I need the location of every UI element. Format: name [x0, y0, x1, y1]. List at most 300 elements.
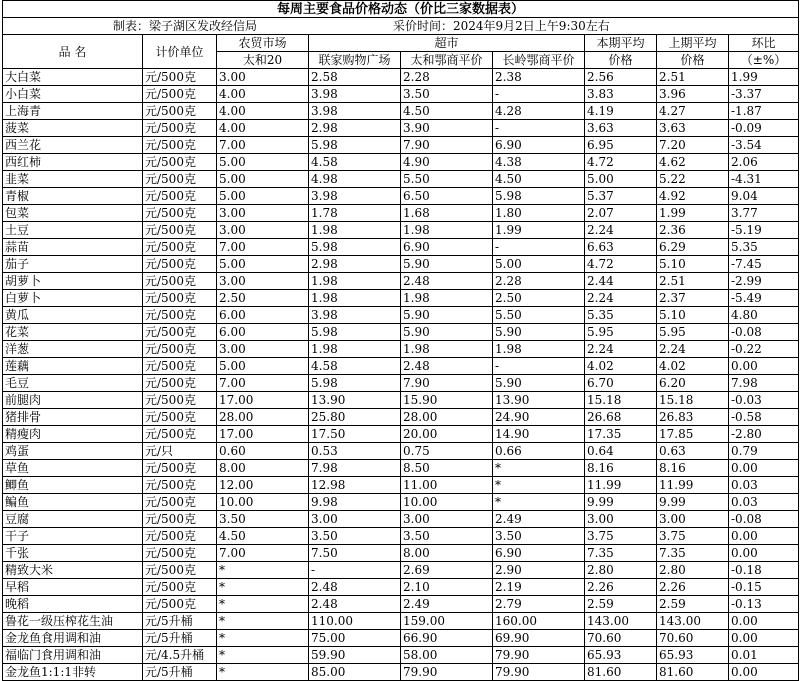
cell-super-3-price: 5.98: [493, 188, 585, 205]
cell-unit: 元/500克: [143, 409, 217, 426]
cell-name: 福临门食用调和油: [3, 647, 143, 664]
cell-super-3-price: -: [493, 239, 585, 256]
cell-name: 胡萝卜: [3, 273, 143, 290]
cell-avg-this: 81.60: [585, 664, 657, 681]
table-row: [3, 256, 799, 273]
cell-super-2-price: 8.50: [401, 460, 493, 477]
cell-name: 晚稻: [3, 596, 143, 613]
cell-super-1-price: 4.98: [309, 171, 401, 188]
cell-avg-last: 4.62: [657, 154, 729, 171]
table-row: [3, 664, 799, 681]
cell-name: 精瘦肉: [3, 426, 143, 443]
cell-super-2-price: 1.98: [401, 290, 493, 307]
cell-change: -3.37: [729, 86, 799, 103]
cell-super-1-price: 5.98: [309, 375, 401, 392]
cell-change: 0.03: [729, 477, 799, 494]
cell-super-3-price: 14.90: [493, 426, 585, 443]
cell-name: 白萝卜: [3, 290, 143, 307]
cell-avg-last: 3.63: [657, 120, 729, 137]
cell-change: 4.80: [729, 307, 799, 324]
cell-avg-this: 4.19: [585, 103, 657, 120]
cell-unit: 元/4.5升桶: [143, 647, 217, 664]
cell-avg-this: 6.95: [585, 137, 657, 154]
cell-super-2-price: 6.50: [401, 188, 493, 205]
cell-avg-this: 3.83: [585, 86, 657, 103]
table-row: [3, 358, 799, 375]
cell-super-3-price: 1.99: [493, 222, 585, 239]
cell-change: -0.03: [729, 392, 799, 409]
cell-avg-this: 7.35: [585, 545, 657, 562]
cell-farm-price: *: [217, 664, 309, 681]
cell-super-2-price: 1.98: [401, 222, 493, 239]
cell-super-2-price: 10.00: [401, 494, 493, 511]
cell-super-1-price: 75.00: [309, 630, 401, 647]
cell-avg-last: 9.99: [657, 494, 729, 511]
cell-name: 精致大米: [3, 562, 143, 579]
table-row: [3, 647, 799, 664]
cell-super-2-price: 2.69: [401, 562, 493, 579]
cell-super-2-price: 5.90: [401, 324, 493, 341]
cell-avg-this: 143.00: [585, 613, 657, 630]
table-row: [3, 205, 799, 222]
cell-avg-last: 2.36: [657, 222, 729, 239]
cell-farm-price: 6.00: [217, 307, 309, 324]
cell-avg-this: 4.72: [585, 154, 657, 171]
cell-super-3-price: 160.00: [493, 613, 585, 630]
cell-super-2-price: 79.90: [401, 664, 493, 681]
header-supermarket: 超市: [309, 35, 585, 52]
cell-change: 0.79: [729, 443, 799, 460]
cell-name: 千张: [3, 545, 143, 562]
table-row: [3, 69, 799, 86]
table-row: [3, 188, 799, 205]
cell-super-1-price: 1.98: [309, 341, 401, 358]
collect-time: 采价时间：2024年9月2日上午9:30左右: [393, 19, 610, 33]
cell-super-1-price: 5.98: [309, 239, 401, 256]
cell-super-3-price: 5.00: [493, 256, 585, 273]
cell-name: 青椒: [3, 188, 143, 205]
cell-avg-this: 15.18: [585, 392, 657, 409]
cell-super-1-price: 1.78: [309, 205, 401, 222]
cell-super-3-price: 79.90: [493, 664, 585, 681]
cell-super-3-price: 2.90: [493, 562, 585, 579]
cell-change: -0.08: [729, 511, 799, 528]
cell-super-3-price: 24.90: [493, 409, 585, 426]
cell-avg-this: 2.24: [585, 222, 657, 239]
cell-super-2-price: 7.90: [401, 375, 493, 392]
table-row: [3, 103, 799, 120]
cell-super-1-price: 2.98: [309, 120, 401, 137]
table-row: [3, 290, 799, 307]
cell-super-2-price: 58.00: [401, 647, 493, 664]
cell-avg-last: 81.60: [657, 664, 729, 681]
cell-farm-price: 12.00: [217, 477, 309, 494]
cell-change: 0.00: [729, 358, 799, 375]
cell-unit: 元/500克: [143, 120, 217, 137]
cell-name: 黄瓜: [3, 307, 143, 324]
cell-name: 洋葱: [3, 341, 143, 358]
cell-super-1-price: 5.98: [309, 324, 401, 341]
cell-avg-this: 11.99: [585, 477, 657, 494]
cell-super-1-price: 4.58: [309, 358, 401, 375]
cell-change: 2.06: [729, 154, 799, 171]
cell-name: 韭菜: [3, 171, 143, 188]
cell-name: 草鱼: [3, 460, 143, 477]
cell-avg-last: 2.51: [657, 273, 729, 290]
table-maker: 制表：梁子湖区发改经信局: [113, 19, 258, 33]
cell-name: 土豆: [3, 222, 143, 239]
cell-unit: 元/500克: [143, 239, 217, 256]
cell-avg-last: 3.00: [657, 511, 729, 528]
cell-avg-last: 65.93: [657, 647, 729, 664]
cell-name: 蒜苗: [3, 239, 143, 256]
cell-farm-price: 7.00: [217, 239, 309, 256]
cell-farm-price: 6.00: [217, 324, 309, 341]
header-super-2: 太和鄂商平价: [401, 52, 493, 69]
table-row: [3, 137, 799, 154]
cell-super-1-price: 2.48: [309, 579, 401, 596]
cell-super-1-price: 3.50: [309, 528, 401, 545]
cell-avg-this: 70.60: [585, 630, 657, 647]
table-row: [3, 562, 799, 579]
cell-super-3-price: -: [493, 358, 585, 375]
cell-change: -0.15: [729, 579, 799, 596]
cell-farm-price: *: [217, 579, 309, 596]
cell-unit: 元/500克: [143, 86, 217, 103]
cell-avg-last: 0.63: [657, 443, 729, 460]
cell-avg-last: 1.99: [657, 205, 729, 222]
cell-super-3-price: 4.28: [493, 103, 585, 120]
cell-super-1-price: 3.00: [309, 511, 401, 528]
header-avg-last-2: 价格: [657, 52, 729, 69]
cell-super-1-price: 110.00: [309, 613, 401, 630]
cell-super-3-price: 69.90: [493, 630, 585, 647]
cell-super-3-price: 79.90: [493, 647, 585, 664]
header-avg-last-1: 上期平均: [657, 35, 729, 52]
cell-change: 0.00: [729, 545, 799, 562]
cell-super-2-price: 7.90: [401, 137, 493, 154]
cell-change: -0.18: [729, 562, 799, 579]
cell-change: -2.80: [729, 426, 799, 443]
header-unit: 计价单位: [143, 35, 217, 69]
cell-super-2-price: 2.48: [401, 358, 493, 375]
cell-unit: 元/5升桶: [143, 630, 217, 647]
cell-avg-last: 2.24: [657, 341, 729, 358]
cell-change: 0.00: [729, 664, 799, 681]
cell-name: 前腿肉: [3, 392, 143, 409]
cell-unit: 元/500克: [143, 528, 217, 545]
cell-farm-price: 3.00: [217, 69, 309, 86]
table-row: [3, 596, 799, 613]
cell-unit: 元/500克: [143, 596, 217, 613]
cell-super-3-price: 2.19: [493, 579, 585, 596]
price-sheet: [2, 0, 798, 681]
cell-unit: 元/500克: [143, 103, 217, 120]
header-super-3: 长岭鄂商平价: [493, 52, 585, 69]
cell-avg-last: 5.10: [657, 256, 729, 273]
cell-unit: 元/500克: [143, 358, 217, 375]
cell-change: 0.00: [729, 528, 799, 545]
cell-super-1-price: 2.48: [309, 596, 401, 613]
cell-avg-last: 4.27: [657, 103, 729, 120]
table-row: [3, 86, 799, 103]
table-row: [3, 409, 799, 426]
cell-super-3-price: -: [493, 86, 585, 103]
cell-name: 干子: [3, 528, 143, 545]
header-farm-market: 农贸市场: [217, 35, 309, 52]
cell-super-3-price: *: [493, 494, 585, 511]
cell-unit: 元/500克: [143, 562, 217, 579]
cell-super-3-price: 2.79: [493, 596, 585, 613]
cell-name: 西兰花: [3, 137, 143, 154]
cell-super-2-price: 2.48: [401, 273, 493, 290]
cell-farm-price: *: [217, 613, 309, 630]
cell-farm-price: *: [217, 630, 309, 647]
table-row: [3, 239, 799, 256]
cell-avg-last: 4.92: [657, 188, 729, 205]
cell-super-1-price: 85.00: [309, 664, 401, 681]
cell-change: 5.35: [729, 239, 799, 256]
cell-super-2-price: 4.50: [401, 103, 493, 120]
cell-change: -3.54: [729, 137, 799, 154]
cell-super-3-price: 1.98: [493, 341, 585, 358]
cell-name: 金龙鱼1:1:1非转: [3, 664, 143, 681]
cell-super-1-price: 1.98: [309, 273, 401, 290]
cell-super-3-price: 5.50: [493, 307, 585, 324]
cell-farm-price: *: [217, 562, 309, 579]
table-row: [3, 392, 799, 409]
cell-farm-price: 5.00: [217, 358, 309, 375]
cell-super-1-price: 0.53: [309, 443, 401, 460]
cell-avg-this: 2.59: [585, 596, 657, 613]
cell-unit: 元/500克: [143, 511, 217, 528]
cell-farm-price: 5.00: [217, 154, 309, 171]
cell-super-1-price: 17.50: [309, 426, 401, 443]
cell-farm-price: 7.00: [217, 137, 309, 154]
table-row: [3, 307, 799, 324]
cell-super-2-price: 28.00: [401, 409, 493, 426]
cell-avg-this: 5.35: [585, 307, 657, 324]
cell-super-1-price: 2.98: [309, 256, 401, 273]
header-change-1: 环比: [729, 35, 799, 52]
cell-super-2-price: 159.00: [401, 613, 493, 630]
price-table: [2, 0, 799, 681]
cell-avg-this: 6.70: [585, 375, 657, 392]
cell-farm-price: 3.00: [217, 273, 309, 290]
cell-super-3-price: 5.90: [493, 324, 585, 341]
cell-avg-last: 6.29: [657, 239, 729, 256]
cell-super-3-price: 4.38: [493, 154, 585, 171]
cell-change: -0.09: [729, 120, 799, 137]
cell-avg-last: 6.20: [657, 375, 729, 392]
cell-name: 包菜: [3, 205, 143, 222]
cell-avg-this: 0.64: [585, 443, 657, 460]
cell-avg-this: 5.00: [585, 171, 657, 188]
cell-super-3-price: *: [493, 477, 585, 494]
cell-super-1-price: 7.50: [309, 545, 401, 562]
cell-name: 金龙鱼食用调和油: [3, 630, 143, 647]
cell-name: 早稻: [3, 579, 143, 596]
header-farm-market-sub: 太和20: [217, 52, 309, 69]
cell-avg-this: 2.56: [585, 69, 657, 86]
cell-farm-price: 3.50: [217, 511, 309, 528]
cell-change: 7.98: [729, 375, 799, 392]
cell-change: 0.00: [729, 460, 799, 477]
table-title: 每周主要食品价格动态（价比三家数据表）: [3, 1, 799, 18]
cell-super-3-price: 1.80: [493, 205, 585, 222]
cell-farm-price: 4.50: [217, 528, 309, 545]
cell-super-3-price: 5.90: [493, 375, 585, 392]
table-row: [3, 341, 799, 358]
cell-avg-last: 5.22: [657, 171, 729, 188]
table-row: [3, 630, 799, 647]
cell-unit: 元/5升桶: [143, 664, 217, 681]
table-row: [3, 375, 799, 392]
cell-avg-last: 5.10: [657, 307, 729, 324]
cell-super-2-price: 8.00: [401, 545, 493, 562]
table-row: [3, 613, 799, 630]
cell-avg-this: 2.26: [585, 579, 657, 596]
cell-avg-this: 4.72: [585, 256, 657, 273]
cell-super-1-price: 3.98: [309, 307, 401, 324]
cell-unit: 元/500克: [143, 205, 217, 222]
cell-farm-price: 7.00: [217, 545, 309, 562]
cell-farm-price: 8.00: [217, 460, 309, 477]
cell-super-2-price: 5.90: [401, 307, 493, 324]
cell-avg-this: 2.24: [585, 341, 657, 358]
cell-avg-last: 2.37: [657, 290, 729, 307]
cell-super-2-price: 6.90: [401, 239, 493, 256]
table-row: [3, 120, 799, 137]
cell-avg-this: 3.00: [585, 511, 657, 528]
table-row: [3, 324, 799, 341]
cell-change: -0.08: [729, 324, 799, 341]
table-row: [3, 443, 799, 460]
table-row: [3, 426, 799, 443]
cell-unit: 元/500克: [143, 188, 217, 205]
cell-change: 0.03: [729, 494, 799, 511]
cell-avg-last: 2.59: [657, 596, 729, 613]
cell-change: -1.87: [729, 103, 799, 120]
cell-super-2-price: 2.10: [401, 579, 493, 596]
cell-unit: 元/500克: [143, 307, 217, 324]
cell-super-1-price: 1.98: [309, 290, 401, 307]
cell-unit: 元/500克: [143, 477, 217, 494]
cell-super-2-price: 11.00: [401, 477, 493, 494]
cell-avg-this: 26.68: [585, 409, 657, 426]
header-avg-this-1: 本期平均: [585, 35, 657, 52]
cell-super-1-price: 7.98: [309, 460, 401, 477]
cell-super-2-price: 2.28: [401, 69, 493, 86]
table-row: [3, 222, 799, 239]
cell-super-3-price: 2.50: [493, 290, 585, 307]
cell-change: -0.13: [729, 596, 799, 613]
cell-unit: 元/500克: [143, 324, 217, 341]
cell-avg-last: 7.20: [657, 137, 729, 154]
cell-super-1-price: 2.58: [309, 69, 401, 86]
cell-super-2-price: 0.75: [401, 443, 493, 460]
cell-unit: 元/500克: [143, 494, 217, 511]
cell-avg-this: 65.93: [585, 647, 657, 664]
cell-unit: 元/5升桶: [143, 613, 217, 630]
table-row: [3, 545, 799, 562]
cell-super-1-price: 13.90: [309, 392, 401, 409]
cell-name: 小白菜: [3, 86, 143, 103]
cell-avg-last: 3.75: [657, 528, 729, 545]
cell-unit: 元/500克: [143, 341, 217, 358]
cell-super-1-price: 59.90: [309, 647, 401, 664]
cell-unit: 元/500克: [143, 222, 217, 239]
cell-name: 鳊鱼: [3, 494, 143, 511]
cell-super-3-price: 6.90: [493, 545, 585, 562]
cell-farm-price: 17.00: [217, 426, 309, 443]
cell-avg-last: 2.26: [657, 579, 729, 596]
cell-farm-price: 10.00: [217, 494, 309, 511]
cell-super-2-price: 4.90: [401, 154, 493, 171]
cell-farm-price: 28.00: [217, 409, 309, 426]
cell-avg-this: 17.35: [585, 426, 657, 443]
cell-super-2-price: 15.90: [401, 392, 493, 409]
table-row: [3, 154, 799, 171]
cell-super-1-price: 3.98: [309, 103, 401, 120]
cell-name: 上海青: [3, 103, 143, 120]
cell-unit: 元/500克: [143, 137, 217, 154]
table-row: [3, 171, 799, 188]
cell-super-1-price: 1.98: [309, 222, 401, 239]
cell-super-2-price: 3.50: [401, 86, 493, 103]
cell-super-3-price: 13.90: [493, 392, 585, 409]
table-row: [3, 477, 799, 494]
cell-unit: 元/500克: [143, 392, 217, 409]
cell-super-2-price: 5.50: [401, 171, 493, 188]
header-item: 品 名: [3, 35, 143, 69]
cell-super-1-price: 9.98: [309, 494, 401, 511]
cell-avg-this: 5.95: [585, 324, 657, 341]
cell-avg-this: 8.16: [585, 460, 657, 477]
cell-name: 豆腐: [3, 511, 143, 528]
cell-super-2-price: 3.00: [401, 511, 493, 528]
cell-change: -7.45: [729, 256, 799, 273]
cell-change: 1.99: [729, 69, 799, 86]
cell-avg-last: 17.85: [657, 426, 729, 443]
cell-avg-last: 8.16: [657, 460, 729, 477]
table-row: [3, 511, 799, 528]
header-change-2: （±%）: [729, 52, 799, 69]
cell-name: 莲藕: [3, 358, 143, 375]
cell-farm-price: 2.50: [217, 290, 309, 307]
cell-avg-last: 2.51: [657, 69, 729, 86]
cell-name: 大白菜: [3, 69, 143, 86]
cell-avg-this: 6.63: [585, 239, 657, 256]
cell-unit: 元/500克: [143, 256, 217, 273]
table-row: [3, 460, 799, 477]
cell-name: 花菜: [3, 324, 143, 341]
cell-avg-last: 26.83: [657, 409, 729, 426]
header-avg-this-2: 价格: [585, 52, 657, 69]
cell-unit: 元/500克: [143, 69, 217, 86]
cell-super-3-price: 4.50: [493, 171, 585, 188]
cell-farm-price: 3.00: [217, 222, 309, 239]
cell-change: -2.99: [729, 273, 799, 290]
cell-unit: 元/500克: [143, 375, 217, 392]
cell-avg-this: 5.37: [585, 188, 657, 205]
cell-unit: 元/500克: [143, 426, 217, 443]
cell-avg-last: 2.80: [657, 562, 729, 579]
cell-avg-last: 143.00: [657, 613, 729, 630]
cell-avg-last: 5.95: [657, 324, 729, 341]
cell-super-2-price: 2.49: [401, 596, 493, 613]
cell-super-2-price: 1.98: [401, 341, 493, 358]
